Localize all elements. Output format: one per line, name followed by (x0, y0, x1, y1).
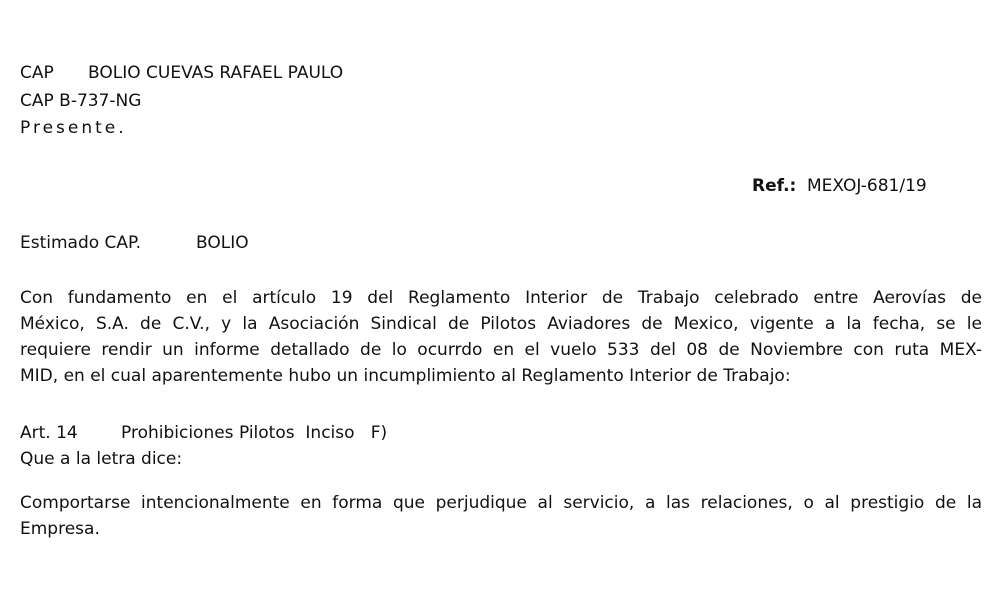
article-description: Prohibiciones Pilotos Inciso F) (121, 423, 388, 443)
article-intro: Que a la letra dice: (20, 449, 183, 469)
quote-line: Comportarse intencionalmente en forma que perjudique al servicio, a las relaciones, o al prestigio de la (20, 493, 982, 513)
addressee-rank: CAP B-737-NG (20, 91, 142, 111)
body-line: México, S.A. de C.V., y la Asociación Sindical de Pilotos Aviadores de Mexico, vigente a la fecha, se le (20, 314, 982, 334)
body-line: Con fundamento en el artículo 19 del Reglamento Interior de Trabajo celebrado entre Aerovías de (20, 288, 982, 308)
quote-paragraph (20, 490, 982, 542)
reference-label: Ref.: (752, 176, 797, 196)
quote-line: Empresa. (20, 519, 100, 539)
article-number: Art. 14 (20, 423, 78, 443)
body-line: MID, en el cual aparentemente hubo un incumplimiento al Reglamento Interior de Trabajo: (20, 366, 791, 386)
body-paragraph (20, 285, 982, 389)
addressee-title: CAP (20, 63, 54, 83)
addressee-name: BOLIO CUEVAS RAFAEL PAULO (88, 63, 344, 83)
salutation-surname: BOLIO (196, 233, 249, 253)
salutation-greeting: Estimado CAP. (20, 233, 142, 253)
body-line: requiere rendir un informe detallado de lo ocurrdo en el vuelo 533 del 08 de Noviembre con ruta MEX- (20, 340, 982, 360)
reference-value: MEXOJ-681/19 (807, 176, 927, 196)
presente-label: Presente. (20, 118, 127, 138)
